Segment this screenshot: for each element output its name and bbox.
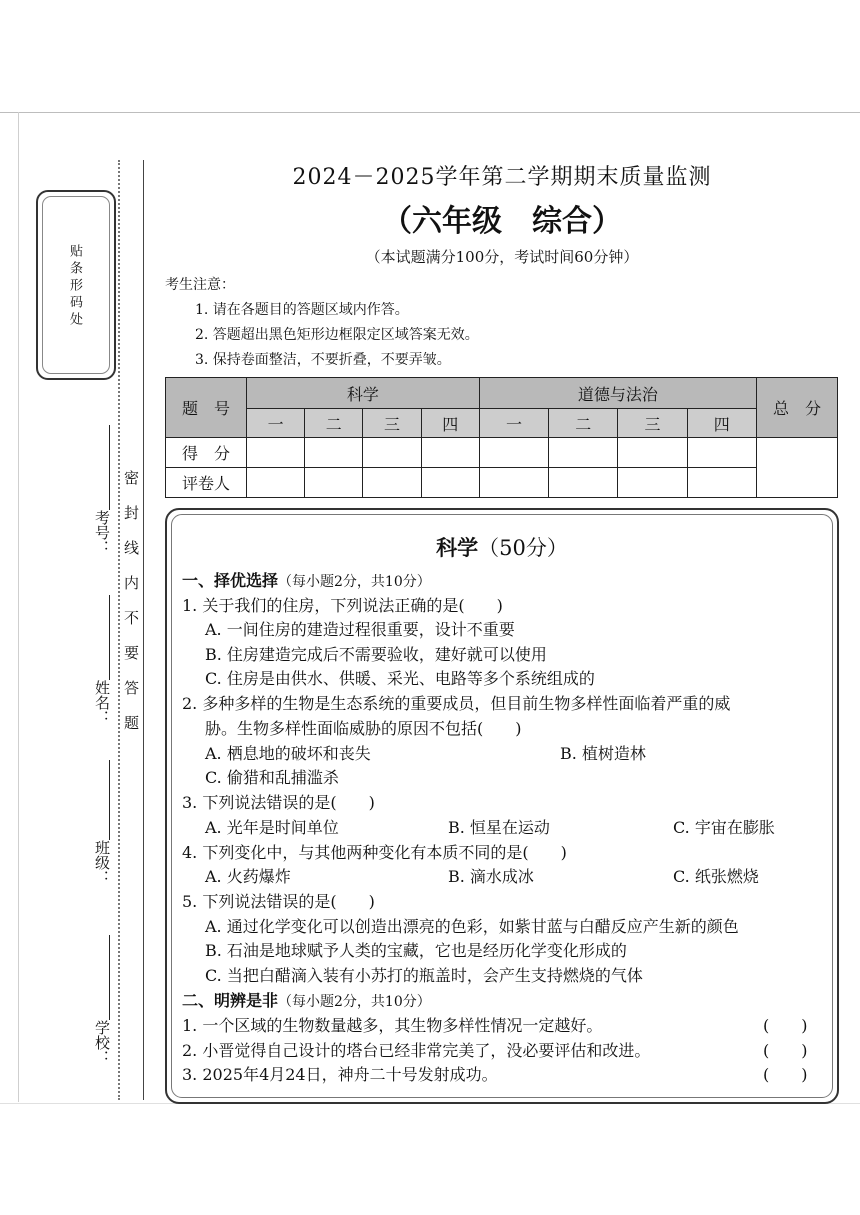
q1-option-c: C. 住房是由供水、供暖、采光、电路等多个系统组成的 (205, 669, 595, 688)
part2-note: （每小题2分，共10分） (278, 994, 431, 1010)
part2-title: 二、明辨是非 (182, 991, 279, 1010)
score-cell[interactable] (618, 438, 687, 468)
q5-option-a: A. 通过化学变化可以创造出漂亮的色彩，如紫甘蓝与白醋反应产生新的颜色 (205, 917, 739, 936)
q4-option-b: B. 滴水成冰 (448, 867, 534, 886)
q5-option-c: C. 当把白醋滴入装有小苏打的瓶盖时，会产生支持燃烧的气体 (205, 966, 643, 985)
row-label-score: 得 分 (166, 438, 247, 468)
question-5: 5. 下列说法错误的是( ) (182, 892, 375, 911)
grader-cell[interactable] (549, 468, 618, 498)
part1-note: （每小题2分，共10分） (278, 574, 431, 590)
science-points: （50分） (478, 536, 568, 560)
tf-question-3: 3. 2025年4月24日，神舟二十号发射成功。 (182, 1065, 498, 1084)
field-label-class: 班级： (93, 840, 111, 885)
q4-option-a: A. 火药爆炸 (205, 867, 291, 886)
candidate-notes (165, 273, 479, 373)
q2-option-c: C. 偷猎和乱捕滥杀 (205, 768, 339, 787)
score-cell[interactable] (687, 438, 756, 468)
col-sub-header: 二 (549, 409, 618, 438)
exam-subtitle: （六年级 综合） (382, 204, 622, 239)
field-line-name[interactable] (109, 595, 110, 680)
col-header-science: 科学 (247, 378, 480, 409)
score-table (165, 377, 838, 498)
col-sub-header: 一 (479, 409, 548, 438)
q1-option-a: A. 一间住房的建造过程很重要，设计不重要 (205, 620, 515, 639)
tf-question-2: 2. 小晋觉得自己设计的塔台已经非常完美了，没必要评估和改进。 (182, 1041, 651, 1060)
col-sub-header: 一 (247, 409, 305, 438)
left-edge-rule (18, 112, 19, 1102)
grader-cell[interactable] (363, 468, 421, 498)
notes-title: 考生注意： (165, 277, 235, 293)
q2-option-a: A. 栖息地的破坏和丧失 (205, 744, 371, 763)
col-sub-header: 四 (687, 409, 756, 438)
note-item: 2. 答题超出黑色矩形边框限定区域答案无效。 (195, 327, 479, 343)
question-2-line1: 2. 多种多样的生物是生态系统的重要成员，但目前生物多样性面临着严重的威 (182, 694, 731, 713)
row-label-grader: 评卷人 (166, 468, 247, 498)
top-rule (0, 112, 860, 113)
exam-title: 2024－2025学年第二学期期末质量监测 (292, 165, 712, 190)
grader-cell[interactable] (618, 468, 687, 498)
col-header-ethics: 道德与法治 (479, 378, 756, 409)
grader-cell[interactable] (247, 468, 305, 498)
q1-option-b: B. 住房建造完成后不需要验收，建好就可以使用 (205, 645, 547, 664)
col-sub-header: 二 (305, 409, 363, 438)
col-sub-header: 四 (421, 409, 479, 438)
score-cell[interactable] (363, 438, 421, 468)
score-cell[interactable] (305, 438, 363, 468)
question-4: 4. 下列变化中，与其他两种变化有本质不同的是( ) (182, 843, 567, 862)
part1-title: 一、择优选择 (182, 571, 279, 590)
seal-warning: 密封线内不要答题 (122, 470, 140, 750)
col-header-tihao: 题 号 (166, 378, 247, 438)
seal-solid-line (143, 160, 144, 1100)
field-line-exam-number[interactable] (109, 425, 110, 510)
science-title (165, 532, 839, 562)
col-sub-header: 三 (618, 409, 687, 438)
grader-cell[interactable] (687, 468, 756, 498)
part2-heading (182, 988, 431, 1011)
field-line-class[interactable] (109, 760, 110, 840)
score-cell[interactable] (421, 438, 479, 468)
total-score-cell[interactable] (757, 438, 838, 498)
part1-heading (182, 568, 431, 591)
grader-cell[interactable] (479, 468, 548, 498)
field-label-school: 学校： (93, 1020, 111, 1065)
q4-option-c: C. 纸张燃烧 (673, 867, 759, 886)
barcode-label: 贴条形码处 (67, 244, 82, 329)
q3-option-a: A. 光年是时间单位 (205, 818, 339, 837)
q3-option-b: B. 恒星在运动 (448, 818, 550, 837)
tf-answer-blank-1[interactable]: ( ) (763, 1016, 808, 1035)
grader-cell[interactable] (305, 468, 363, 498)
score-cell[interactable] (247, 438, 305, 468)
tf-answer-blank-3[interactable]: ( ) (763, 1065, 808, 1084)
field-label-exam-number: 考号： (93, 510, 111, 555)
note-item: 1. 请在各题目的答题区域内作答。 (195, 302, 409, 318)
question-2-line2: 胁。生物多样性面临威胁的原因不包括( ) (205, 719, 522, 738)
score-cell[interactable] (479, 438, 548, 468)
question-1: 1. 关于我们的住房，下列说法正确的是( ) (182, 596, 503, 615)
barcode-box (36, 190, 116, 380)
science-title-text: 科学 (436, 535, 479, 560)
field-label-name: 姓名： (93, 680, 111, 725)
tf-question-1: 1. 一个区域的生物数量越多，其生物多样性情况一定越好。 (182, 1016, 603, 1035)
tf-answer-blank-2[interactable]: ( ) (763, 1041, 808, 1060)
col-header-total: 总 分 (757, 378, 838, 438)
q2-option-b: B. 植树造林 (560, 744, 646, 763)
question-3: 3. 下列说法错误的是( ) (182, 793, 375, 812)
grader-cell[interactable] (421, 468, 479, 498)
q3-option-c: C. 宇宙在膨胀 (673, 818, 775, 837)
field-line-school[interactable] (109, 935, 110, 1020)
note-item: 3. 保持卷面整洁，不要折叠，不要弄皱。 (195, 352, 451, 368)
col-sub-header: 三 (363, 409, 421, 438)
score-cell[interactable] (549, 438, 618, 468)
q5-option-b: B. 石油是地球赋予人类的宝藏，它也是经历化学变化形成的 (205, 941, 627, 960)
exam-meta: （本试题满分100分，考试时间60分钟） (365, 248, 639, 266)
